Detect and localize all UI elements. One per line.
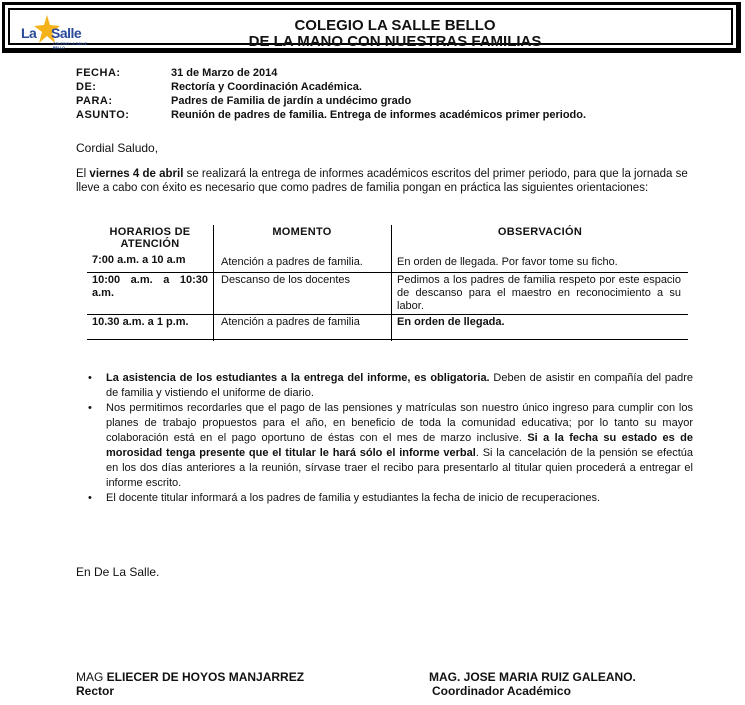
intro-paragraph <box>76 167 691 195</box>
bullet-bold: La asistencia de los estudiantes a la entrega del informe, es obligatoria. <box>106 372 490 384</box>
memo-meta <box>76 66 586 122</box>
meta-row-para <box>76 94 586 108</box>
bullet-icon: • <box>88 492 92 504</box>
table-cell-time: 10.30 a.m. a 1 p.m. <box>92 316 189 328</box>
table-divider-h <box>87 339 688 340</box>
meta-label: PARA: <box>76 95 113 107</box>
table-cell-time: 7:00 a.m. a 10 a.m <box>92 254 186 266</box>
meta-row-asunto <box>76 108 586 122</box>
title-line-1: COLEGIO LA SALLE BELLO <box>294 17 496 34</box>
closing-line: En De La Salle. <box>76 565 160 579</box>
bullet-bold: Si a la fecha su estado es de morosidad tenga presente que el titular le hará sólo el informe verbal <box>106 432 693 459</box>
table-cell-time: 10:00 a.m. a 10:30 a.m. <box>92 274 208 299</box>
meta-value: Padres de Familia de jardín a undécimo grado <box>171 95 412 107</box>
bullet-icon: • <box>88 372 92 384</box>
header-inner-frame <box>8 8 733 50</box>
table-header-horarios: HORARIOS DE ATENCIÓN <box>109 226 191 250</box>
table-header-momento: MOMENTO <box>272 226 332 238</box>
table-cell-observation: En orden de llegada. Por favor tome su ficho. <box>397 256 618 268</box>
table-cell-moment: Descanso de los docentes <box>221 274 351 286</box>
orientations-list <box>88 371 693 506</box>
table-divider-v <box>391 225 392 341</box>
table-cell-observation: Pedimos a los padres de familia respeto por este espacio de descanso para el maestro en reconocimiento a su labor. <box>397 274 681 312</box>
meta-value: 31 de Marzo de 2014 <box>171 67 278 79</box>
signature-name: MAG. JOSE MARIA RUIZ GALEANO. <box>429 670 636 684</box>
bullet-text: Nos permitimos recordarles que el pago de las pensiones y matrículas son nuestro único ingreso para cumplir con los planes de trabajo propuestos para el año, en beneficio de toda la comunidad educativa; por lo tanto su mayor colaboración está en el pago oportuno de éstas con el mes de marzo inclusive. <box>106 402 693 444</box>
signature-role: Coordinador Académico <box>432 684 571 698</box>
signature-coordinator <box>429 670 636 698</box>
meta-label: FECHA: <box>76 67 121 79</box>
meta-value: Reunión de padres de familia. Entrega de informes académicos primer periodo. <box>171 109 587 121</box>
greeting: Cordial Saludo, <box>76 141 159 155</box>
logo-subtext <box>53 42 87 50</box>
intro-date: viernes 4 de abril <box>89 168 184 180</box>
list-item <box>88 491 693 506</box>
meta-label: DE: <box>76 81 97 93</box>
list-item <box>88 371 693 401</box>
table-header-observacion: OBSERVACIÓN <box>497 226 583 238</box>
meta-label: ASUNTO: <box>76 109 130 121</box>
header-frame <box>2 2 741 53</box>
logo-subtext-1: COLEGIO LA SALLE <box>53 42 88 46</box>
page-title <box>130 18 660 50</box>
school-logo <box>19 15 99 51</box>
bullet-icon: • <box>88 402 92 414</box>
table-cell-observation: En orden de llegada. <box>397 316 505 328</box>
table-divider-v <box>213 225 214 341</box>
table-cell-moment: Atención a padres de familia <box>221 316 360 328</box>
title-line-2: DE LA MANO CON NUESTRAS FAMILIAS <box>248 33 542 50</box>
logo-text-la: La <box>21 25 37 41</box>
meta-row-de <box>76 80 586 94</box>
bullet-text: El docente titular informará a los padres de familia y estudiantes la fecha de inicio de recuperaciones. <box>106 492 601 504</box>
table-cell-moment: Atención a padres de familia. <box>221 256 363 268</box>
signature-name-line <box>76 670 304 684</box>
logo-text-salle: Salle <box>51 25 82 41</box>
logo-subtext-2: BELLO <box>53 46 65 50</box>
meta-row-fecha <box>76 66 586 80</box>
meta-value: Rectoría y Coordinación Académica. <box>171 81 362 93</box>
bullet-text: Deben de asistir en compañía del padre de familia y vistiendo el uniforme de diario. <box>106 372 694 399</box>
bullet-text-2: . Si la cancelación de la pensión se efectúa en los dos días anteriores a la reunión, sírvase traer el recibo para presentarlo al titular quien procederá a entregar el informe escrito. <box>106 447 693 489</box>
signature-prefix: MAG <box>76 670 107 684</box>
table-divider-h <box>87 272 688 273</box>
list-item <box>88 401 693 491</box>
signature-role: Rector <box>76 684 115 698</box>
signature-name: ELIECER DE HOYOS MANJARREZ <box>106 670 305 684</box>
intro-post: se realizará la entrega de informes académicos escritos del primer periodo, para que la jornada se lleve a cabo con éxito es necesario que como padres de familia pongan en práctica las siguientes orientaciones: <box>76 168 688 194</box>
signature-rector <box>76 670 304 698</box>
intro-pre: El <box>76 168 90 180</box>
table-divider-h <box>87 314 688 315</box>
